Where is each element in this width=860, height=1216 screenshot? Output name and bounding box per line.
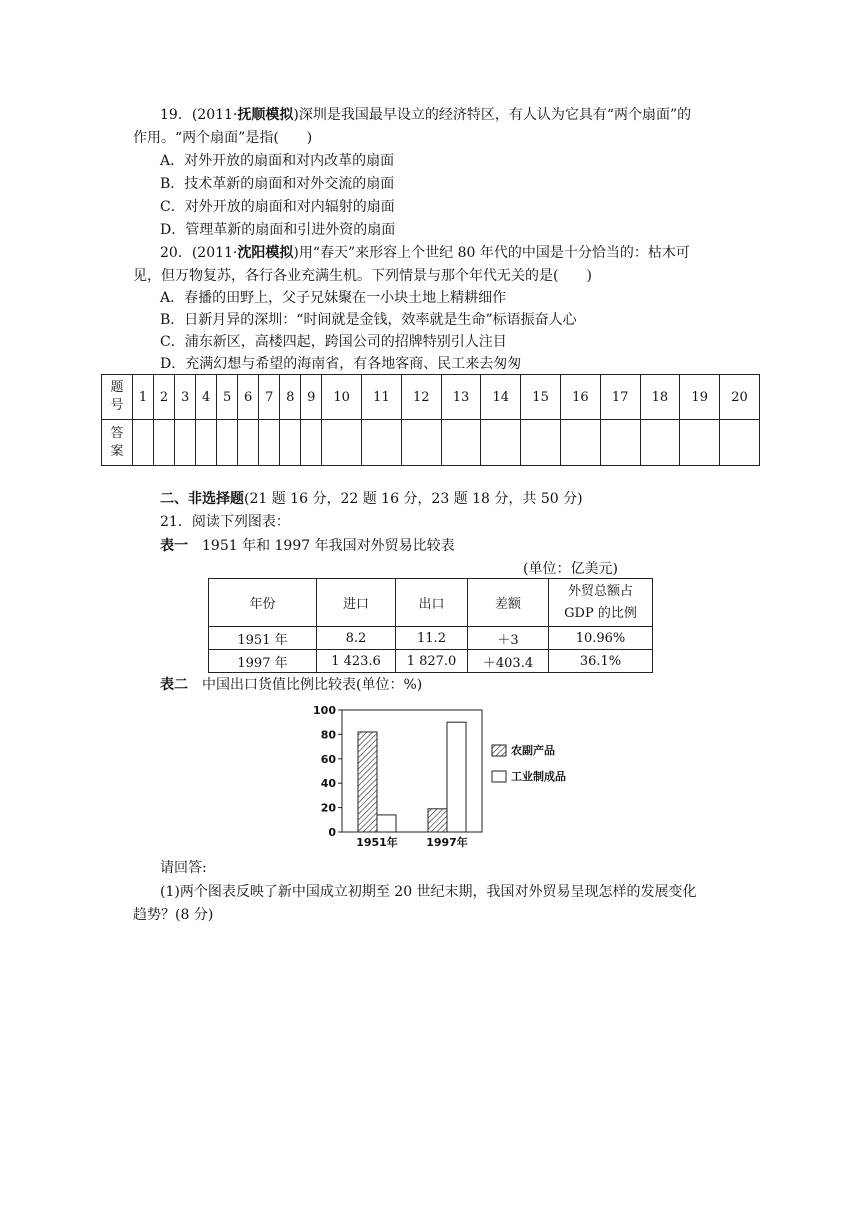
question-number-cell: 20 bbox=[720, 375, 760, 420]
question-number-cell: 19 bbox=[680, 375, 720, 420]
x-tick-label: 1951年 bbox=[356, 836, 398, 849]
answer-cell[interactable] bbox=[441, 420, 481, 466]
answer-cell[interactable] bbox=[154, 420, 175, 466]
y-tick-label: 80 bbox=[320, 728, 336, 742]
legend-label: 工业制成品 bbox=[511, 770, 566, 783]
answer-cell[interactable] bbox=[301, 420, 322, 466]
answer-table-answer-row bbox=[102, 420, 760, 466]
question-number-cell: 10 bbox=[322, 375, 362, 420]
table-row: 1951 年 8.2 11.2 ＋3 10.96% bbox=[209, 627, 653, 650]
question-number-cell: 18 bbox=[640, 375, 680, 420]
table-row: 1997 年 1 423.6 1 827.0 ＋403.4 36.1% bbox=[209, 650, 653, 673]
q19-stem-line1: 19．(2011·抚顺模拟)深圳是我国最早设立的经济特区，有人认为它具有“两个扇面”的 bbox=[160, 107, 692, 123]
table1-header-year: 年份 bbox=[209, 579, 317, 627]
answer-cell[interactable] bbox=[521, 420, 561, 466]
q19-number: 19． bbox=[160, 107, 192, 123]
answer-table bbox=[101, 374, 760, 466]
answer-cell[interactable] bbox=[362, 420, 402, 466]
q20-number: 20． bbox=[160, 245, 192, 261]
answer-table-answer-header: 答 案 bbox=[102, 420, 133, 466]
table1-header-balance: 差额 bbox=[468, 579, 549, 627]
q19-stem-line2: 作用。“两个扇面”是指( ) bbox=[133, 130, 313, 146]
q20-stem-line2: 见，但万物复苏，各行各业充满生机。下列情景与那个年代无关的是( ) bbox=[133, 268, 592, 284]
bar-agricultural-2 bbox=[428, 809, 447, 832]
q20-option-d: D．充满幻想与希望的海南省，有各地客商、民工来去匆匆 bbox=[160, 356, 522, 372]
answer-cell[interactable] bbox=[640, 420, 680, 466]
answer-cell[interactable] bbox=[133, 420, 154, 466]
q20-option-b: B．日新月异的深圳：“时间就是金钱，效率就是生命”标语振奋人心 bbox=[160, 312, 577, 328]
table2-title: 中国出口货值比例比较表(单位：%) bbox=[202, 677, 423, 693]
bar-industrial-1 bbox=[377, 815, 396, 832]
answer-cell[interactable] bbox=[280, 420, 301, 466]
legend-swatch bbox=[492, 771, 506, 782]
table1-title: 1951 年和 1997 年我国对外贸易比较表 bbox=[202, 538, 455, 554]
answer-cell[interactable] bbox=[401, 420, 441, 466]
table2-caption bbox=[160, 674, 422, 696]
answer-cell[interactable] bbox=[720, 420, 760, 466]
bar-industrial-2 bbox=[447, 722, 466, 832]
table1-caption bbox=[160, 535, 455, 557]
q20-option-c: C．浦东新区，高楼四起，跨国公司的招牌特别引人注目 bbox=[160, 334, 507, 350]
bar-agricultural-1 bbox=[358, 732, 377, 832]
question-number-cell: 1 bbox=[133, 375, 154, 420]
question-number-cell: 14 bbox=[481, 375, 521, 420]
section2-heading: 二、非选择题(21 题 16 分，22 题 16 分，23 题 18 分，共 50 分) bbox=[160, 491, 583, 507]
answer-cell[interactable] bbox=[322, 420, 362, 466]
trade-comparison-table bbox=[208, 578, 653, 673]
question-number-cell: 3 bbox=[175, 375, 196, 420]
table1-unit: (单位：亿美元) bbox=[523, 561, 618, 577]
answer-cell[interactable] bbox=[217, 420, 238, 466]
table1-header-export: 出口 bbox=[396, 579, 468, 627]
question-number-cell: 6 bbox=[238, 375, 259, 420]
answer-cell[interactable] bbox=[560, 420, 600, 466]
answer-cell[interactable] bbox=[259, 420, 280, 466]
q21-prompt: 请回答: bbox=[160, 860, 207, 876]
question-number-cell: 7 bbox=[259, 375, 280, 420]
answer-cell[interactable] bbox=[175, 420, 196, 466]
q19-option-b: B．技术革新的扇面和对外交流的扇面 bbox=[160, 176, 395, 192]
y-tick-label: 100 bbox=[313, 704, 336, 717]
q21-sub1-line2: 趋势？(8 分) bbox=[133, 907, 214, 923]
table1-header-gdp-ratio: 外贸总额占 GDP 的比例 bbox=[549, 579, 653, 627]
q19-option-d: D．管理革新的扇面和引进外资的扇面 bbox=[160, 222, 396, 238]
q21-sub1-line1: (1)两个图表反映了新中国成立初期至 20 世纪末期，我国对外贸易呈现怎样的发展变化 bbox=[160, 884, 697, 900]
question-number-cell: 9 bbox=[301, 375, 322, 420]
legend-label: 农副产品 bbox=[511, 744, 555, 757]
answer-cell[interactable] bbox=[196, 420, 217, 466]
answer-cell[interactable] bbox=[481, 420, 521, 466]
answer-cell[interactable] bbox=[600, 420, 640, 466]
table1-header-row bbox=[209, 579, 653, 627]
question-number-cell: 5 bbox=[217, 375, 238, 420]
section2-scoring: (21 题 16 分，22 题 16 分，23 题 18 分，共 50 分) bbox=[244, 491, 583, 507]
q20-option-a: A．春播的田野上，父子兄妹聚在一小块土地上精耕细作 bbox=[160, 290, 507, 306]
legend-swatch bbox=[492, 745, 506, 756]
y-tick-label: 40 bbox=[320, 777, 336, 791]
question-number-cell: 13 bbox=[441, 375, 481, 420]
table2-label: 表二 bbox=[160, 677, 188, 693]
question-number-cell: 8 bbox=[280, 375, 301, 420]
question-number-cell: 11 bbox=[362, 375, 402, 420]
question-number-cell: 16 bbox=[560, 375, 600, 420]
q19-option-a: A．对外开放的扇面和对内改革的扇面 bbox=[160, 153, 395, 169]
q19-source: 抚顺模拟 bbox=[237, 107, 294, 123]
answer-cell[interactable] bbox=[238, 420, 259, 466]
question-number-cell: 4 bbox=[196, 375, 217, 420]
answer-cell[interactable] bbox=[680, 420, 720, 466]
question-number-cell: 2 bbox=[154, 375, 175, 420]
q19-option-c: C．对外开放的扇面和对内辐射的扇面 bbox=[160, 199, 395, 215]
q20-stem-line1: 20．(2011·沈阳模拟)用“春天”来形容上个世纪 80 年代的中国是十分恰当的：枯木可 bbox=[160, 245, 690, 261]
question-number-cell: 12 bbox=[401, 375, 441, 420]
y-tick-label: 60 bbox=[320, 752, 336, 766]
x-tick-label: 1997年 bbox=[426, 836, 468, 849]
question-number-cell: 17 bbox=[600, 375, 640, 420]
q20-source: 沈阳模拟 bbox=[237, 245, 294, 261]
table1-header-import: 进口 bbox=[317, 579, 396, 627]
export-ratio-bar-chart bbox=[310, 698, 600, 858]
answer-table-number-header: 题 号 bbox=[102, 375, 133, 420]
table1-label: 表一 bbox=[160, 538, 188, 554]
y-tick-label: 0 bbox=[328, 826, 336, 839]
y-tick-label: 20 bbox=[320, 801, 336, 815]
answer-table-number-row bbox=[102, 375, 760, 420]
question-number-cell: 15 bbox=[521, 375, 561, 420]
q21-intro: 21．阅读下列图表： bbox=[160, 514, 290, 530]
